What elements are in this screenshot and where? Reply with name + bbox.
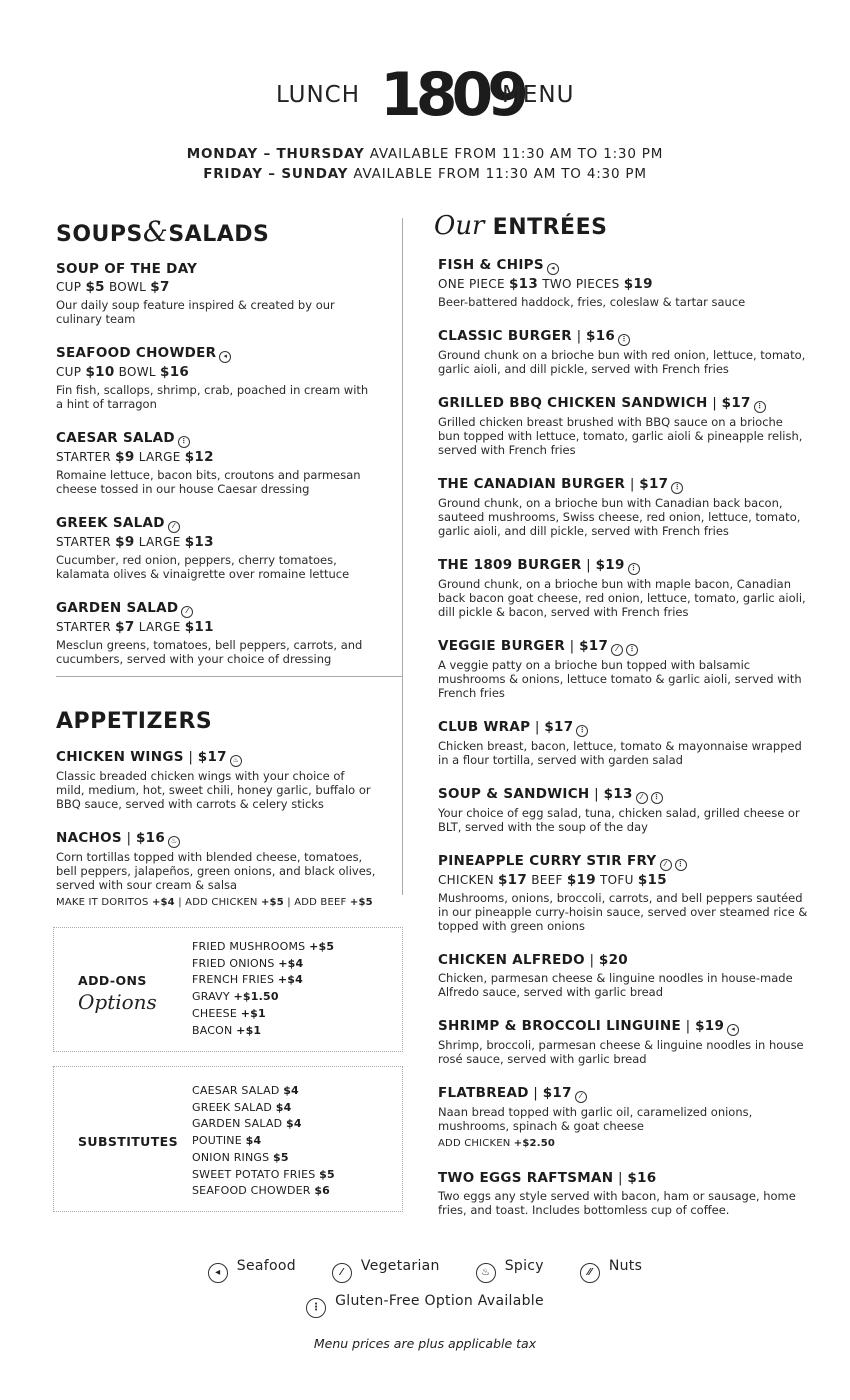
left-column [56, 214, 376, 910]
vegetarian-icon: ⁄ [332, 1263, 352, 1283]
addons-box [53, 927, 403, 1052]
menu-item [56, 344, 376, 411]
size-price: $19 [566, 872, 596, 888]
item-sizes [56, 363, 376, 381]
item-name [438, 394, 808, 413]
item-description: Fin fish, scallops, shrimp, crab, poached in cream with a hint of tarragon [56, 383, 369, 411]
substitute-item [192, 1150, 335, 1167]
note-price: +$4 [151, 897, 175, 908]
addon-item [192, 939, 334, 956]
item-title: PINEAPPLE CURRY STIR FRY [438, 853, 657, 869]
item-name [438, 718, 808, 737]
size-price: $7 [150, 279, 170, 295]
item-price: $16 [135, 830, 166, 846]
item-name [438, 785, 808, 804]
title-ampersand: & [142, 215, 169, 248]
size-label: LARGE [138, 450, 181, 464]
option-price: +$1 [240, 1006, 266, 1020]
substitute-item [192, 1116, 335, 1133]
size-label: BOWL [108, 280, 147, 294]
legend-row [0, 1258, 850, 1283]
size-price: $13 [184, 534, 214, 550]
addon-item [192, 1006, 334, 1023]
item-title: SOUP OF THE DAY [56, 261, 198, 277]
item-name [438, 1017, 808, 1036]
size-price: $15 [637, 872, 667, 888]
price-separator: | [584, 952, 599, 968]
size-price: $7 [115, 619, 135, 635]
appetizers-title: APPETIZERS [56, 709, 213, 734]
price-separator: | [625, 476, 640, 492]
menu-item [438, 256, 808, 309]
note-text: | ADD CHICKEN [174, 897, 261, 908]
item-name [438, 256, 808, 275]
seafood-icon: ◂ [727, 1024, 739, 1036]
item-note [438, 1137, 808, 1151]
size-label: CUP [56, 280, 82, 294]
item-name [438, 637, 808, 656]
size-price: $17 [497, 872, 528, 888]
legend-label: Spicy [504, 1258, 544, 1274]
size-label: ONE PIECE [438, 277, 505, 291]
item-note [56, 896, 376, 910]
option-price: $5 [319, 1167, 335, 1181]
size-price: $12 [184, 449, 214, 465]
hours-text: AVAILABLE FROM 11:30 AM TO 1:30 PM [369, 146, 664, 162]
item-title: VEGGIE BURGER [438, 638, 566, 654]
option-price: $4 [275, 1100, 292, 1114]
menu-item [438, 1169, 808, 1217]
price-separator: | [613, 1170, 628, 1186]
note-price: +$2.50 [513, 1138, 556, 1149]
hours-days: MONDAY – THURSDAY [186, 146, 365, 162]
legend-item [306, 1293, 544, 1318]
size-price: $19 [623, 276, 653, 292]
footer-note: Menu prices are plus applicable tax [313, 1336, 537, 1351]
logo-1809: 1809 [380, 60, 523, 130]
option-name: SWEET POTATO FRIES [192, 1167, 320, 1181]
spicy-icon: ♨ [168, 836, 180, 848]
item-title: GRILLED BBQ CHICKEN SANDWICH [438, 395, 708, 411]
option-name: GREEK SALAD [192, 1100, 276, 1114]
item-description: Chicken breast, bacon, lettuce, tomato & mayonnaise wrapped in a flour tortilla, served with garden salad [438, 739, 802, 767]
item-description: Chicken, parmesan cheese & linguine noodles in house-made Alfredo sauce, served with garlic bread [438, 971, 793, 999]
size-label: STARTER [56, 620, 112, 634]
price-separator: | [707, 395, 722, 411]
vegetarian-icon: ⁄ [636, 792, 648, 804]
item-name [56, 748, 376, 767]
item-name [56, 260, 376, 278]
hours-line [0, 164, 850, 184]
entrees-title-text: ENTRÉES [492, 215, 608, 240]
item-description: Romaine lettuce, bacon bits, croutons and parmesan cheese tossed in our house Caesar dressing [56, 468, 361, 496]
item-description: Two eggs any style served with bacon, ham or sausage, home fries, and toast. Includes bottomless cup of coffee. [438, 1189, 796, 1217]
note-price: +$5 [349, 897, 373, 908]
addon-item [192, 972, 334, 989]
option-name: FRIED MUSHROOMS [192, 940, 310, 953]
menu-item [438, 951, 808, 999]
size-label: CHICKEN [438, 873, 494, 887]
entrees-title [434, 208, 808, 244]
legend-label: Vegetarian [360, 1258, 440, 1274]
menu-item [438, 1017, 808, 1066]
option-name: CAESAR SALAD [192, 1084, 284, 1097]
substitutes-label: SUBSTITUTES [78, 1134, 179, 1149]
gluten-free-icon: ⋮ [651, 792, 663, 804]
hours-text: AVAILABLE FROM 11:30 AM TO 4:30 PM [353, 166, 647, 182]
legend-label: Seafood [236, 1258, 296, 1274]
header-lunch-word: LUNCH [275, 82, 360, 108]
item-description: Beer-battered haddock, fries, coleslaw & tartar sauce [438, 295, 746, 309]
size-label: BOWL [118, 365, 156, 379]
menu-item [438, 475, 808, 538]
spicy-icon: ♨ [476, 1263, 496, 1283]
option-price: $4 [245, 1134, 262, 1148]
substitutes-box [53, 1066, 403, 1212]
menu-item [56, 748, 376, 811]
option-name: BACON [192, 1023, 237, 1037]
item-price: $19 [595, 557, 625, 573]
item-description: A veggie patty on a brioche bun topped with balsamic mushrooms & onions, lettuce tomato & garlic aioli, served with French fries [438, 658, 802, 700]
item-description: Ground chunk on a brioche bun with red onion, lettuce, tomato, garlic aioli, and dill pickle, served with French fries [438, 348, 806, 376]
size-label: TWO PIECES [542, 277, 620, 291]
gluten-free-icon: ⋮ [306, 1298, 326, 1318]
substitute-item [192, 1183, 335, 1200]
item-price: $19 [695, 1018, 725, 1034]
item-name [56, 599, 376, 618]
gluten-free-icon: ⋮ [675, 859, 687, 871]
substitutes-list [192, 1083, 335, 1200]
appetizers-list [56, 748, 376, 910]
note-text: MAKE IT DORITOS [56, 897, 152, 908]
gluten-free-icon: ⋮ [178, 436, 190, 448]
item-title: GREEK SALAD [56, 515, 165, 531]
item-description: Grilled chicken breast brushed with BBQ sauce on a brioche bun topped with lettuce, tomato, garlic aioli & pineapple relish, served with French fries [438, 415, 803, 457]
menu-item [56, 599, 376, 666]
item-name [438, 1169, 808, 1187]
menu-item [438, 637, 808, 700]
item-sizes [56, 278, 376, 296]
item-description: Naan bread topped with garlic oil, caramelized onions, mushrooms, spinach & goat cheese [438, 1105, 753, 1133]
legend-label: Nuts [608, 1258, 643, 1274]
size-price: $5 [85, 279, 105, 295]
option-name: SEAFOOD CHOWDER [192, 1184, 315, 1198]
hours-line [0, 144, 850, 164]
size-price: $16 [160, 364, 190, 380]
gluten-free-icon: ⋮ [754, 401, 766, 413]
substitute-item [192, 1133, 335, 1150]
option-price: +$4 [277, 973, 303, 987]
hours-days: FRIDAY – SUNDAY [203, 166, 349, 182]
option-name: ONION RINGS [192, 1150, 274, 1164]
legend-item [332, 1258, 440, 1283]
option-name: GARDEN SALAD [192, 1117, 287, 1131]
vegetarian-icon: ⁄ [611, 644, 623, 656]
option-price: $4 [283, 1084, 299, 1097]
option-name: GRAVY [192, 990, 234, 1004]
price-separator: | [571, 328, 587, 344]
option-name: POUTINE [192, 1134, 246, 1148]
item-title: CHICKEN ALFREDO [438, 952, 585, 968]
item-price: $20 [598, 952, 629, 968]
item-price: $17 [639, 476, 669, 492]
size-label: LARGE [138, 535, 181, 549]
item-price: $17 [721, 395, 751, 411]
substitute-item [192, 1083, 335, 1100]
seafood-icon: ◂ [219, 351, 231, 363]
item-title: SOUP & SANDWICH [438, 786, 590, 802]
legend-item [580, 1258, 642, 1283]
soups-salads-title [56, 214, 376, 250]
addon-item [192, 989, 334, 1006]
item-name [438, 1084, 808, 1103]
menu-item [56, 429, 376, 496]
vegetarian-icon: ⁄ [575, 1091, 587, 1103]
item-title: THE CANADIAN BURGER [438, 476, 626, 492]
item-sizes [56, 533, 376, 551]
soups-salads-list [56, 260, 376, 666]
addons-label: ADD-ONS [78, 973, 147, 988]
addon-item [192, 1023, 334, 1040]
option-name: CHEESE [192, 1006, 241, 1020]
price-separator: | [581, 557, 596, 573]
spicy-icon: ♨ [230, 755, 242, 767]
size-price: $9 [115, 449, 135, 465]
vegetarian-icon: ⁄ [660, 859, 672, 871]
gluten-free-icon: ⋮ [618, 334, 630, 346]
substitute-item [192, 1167, 335, 1184]
item-name [56, 429, 376, 448]
item-price: $16 [627, 1170, 657, 1186]
item-description: Cucumber, red onion, peppers, cherry tomatoes, kalamata olives & vinaigrette over romaine lettuce [56, 553, 350, 581]
substitute-item [192, 1100, 335, 1117]
gluten-free-icon: ⋮ [576, 725, 588, 737]
note-price: +$5 [260, 897, 284, 908]
price-separator: | [589, 786, 604, 802]
menu-item [438, 852, 808, 933]
item-name [438, 951, 808, 969]
menu-item [438, 718, 808, 767]
item-name [438, 327, 808, 346]
header-menu-word: MENU [502, 82, 575, 108]
item-description: Mesclun greens, tomatoes, bell peppers, carrots, and cucumbers, served with your choice of dressing [56, 638, 363, 666]
item-sizes [56, 618, 376, 636]
gluten-free-icon: ⋮ [626, 644, 638, 656]
item-title: THE 1809 BURGER [438, 557, 582, 573]
price-separator: | [121, 830, 136, 846]
size-label: LARGE [138, 620, 181, 634]
seafood-icon: ◂ [547, 263, 559, 275]
option-name: FRENCH FRIES [192, 973, 278, 987]
item-description: Ground chunk, on a brioche bun with maple bacon, Canadian back bacon goat cheese, red onion, lettuce, tomato, garlic aioli, dill pickle & bacon, served with French fries [438, 577, 806, 619]
size-label: BEEF [531, 873, 563, 887]
price-separator: | [681, 1018, 696, 1034]
option-price: +$1.50 [233, 990, 279, 1004]
item-name [438, 475, 808, 494]
note-text: ADD CHICKEN [438, 1138, 514, 1149]
size-label: TOFU [600, 873, 634, 887]
item-name [56, 829, 376, 848]
title-part: SOUPS [56, 222, 143, 247]
size-label: CUP [56, 365, 82, 379]
item-title: NACHOS [56, 830, 122, 846]
item-price: $16 [586, 328, 616, 344]
size-label: STARTER [56, 450, 112, 464]
addons-script: Options [78, 990, 157, 1014]
option-price: $6 [314, 1184, 331, 1198]
item-description: Corn tortillas topped with blended cheese, tomatoes, bell peppers, jalapeños, green onions, and black olives, served with sour cream & salsa [56, 850, 376, 892]
item-sizes [438, 871, 808, 889]
vegetarian-icon: ⁄ [181, 606, 193, 618]
addon-item [192, 956, 334, 973]
legend-item [476, 1258, 544, 1283]
seafood-icon: ◂ [208, 1263, 228, 1283]
item-title: SHRIMP & BROCCOLI LINGUINE [438, 1018, 682, 1034]
title-part: SALADS [168, 222, 270, 247]
note-text: | ADD BEEF [283, 897, 350, 908]
nuts-icon: ⁄⁄ [580, 1263, 600, 1283]
legend-label: Gluten-Free Option Available [335, 1293, 544, 1309]
size-price: $10 [85, 364, 115, 380]
item-title: FLATBREAD [438, 1085, 529, 1101]
item-price: $17 [544, 719, 574, 735]
item-description: Classic breaded chicken wings with your choice of mild, medium, hot, sweet chili, honey garlic, buffalo or BBQ sauce, served with carrots & celery sticks [56, 769, 371, 811]
item-description: Mushrooms, onions, broccoli, carrots, and bell peppers sautéed in our pineapple curry-hoisin sauce, served over steamed rice & topped with green onions [438, 891, 808, 933]
item-price: $17 [579, 638, 609, 654]
right-column [434, 208, 808, 1217]
gluten-free-icon: ⋮ [628, 563, 640, 575]
item-title: CHICKEN WINGS [56, 749, 184, 765]
item-title: TWO EGGS RAFTSMAN [438, 1170, 614, 1186]
addons-list [192, 939, 334, 1039]
menu-item [56, 260, 376, 326]
item-title: FISH & CHIPS [438, 257, 544, 273]
price-separator: | [530, 719, 545, 735]
entrees-list [438, 256, 808, 1217]
entrees-script: Our [434, 211, 485, 241]
legend-row [0, 1293, 850, 1318]
menu-item [438, 1084, 808, 1151]
item-price: $17 [197, 749, 227, 765]
item-title: CLUB WRAP [438, 719, 531, 735]
item-sizes [56, 448, 376, 466]
item-title: CLASSIC BURGER [438, 328, 572, 344]
legend-item [208, 1258, 296, 1283]
menu-header [0, 62, 850, 132]
item-name [438, 852, 808, 871]
price-separator: | [565, 638, 580, 654]
menu-item [438, 394, 808, 457]
option-price: +$4 [278, 956, 304, 970]
size-price: $11 [184, 619, 214, 635]
item-description: Ground chunk, on a brioche bun with Canadian back bacon, sauteed mushrooms, Swiss cheese, red onion, lettuce, tomato, garlic aioli, and dill pickle, served with French fries [438, 496, 801, 538]
item-title: SEAFOOD CHOWDER [56, 345, 217, 361]
item-title: CAESAR SALAD [56, 430, 175, 446]
menu-item [438, 785, 808, 834]
item-price: $17 [542, 1085, 572, 1101]
option-name: FRIED ONIONS [192, 956, 279, 970]
item-name [56, 514, 376, 533]
option-price: +$5 [309, 940, 335, 953]
option-price: $5 [273, 1150, 289, 1164]
price-separator: | [183, 749, 198, 765]
item-name [56, 344, 376, 363]
item-sizes [438, 275, 808, 293]
size-price: $13 [508, 276, 539, 292]
size-label: STARTER [56, 535, 112, 549]
item-title: GARDEN SALAD [56, 600, 179, 616]
menu-item [56, 829, 376, 910]
item-description: Your choice of egg salad, tuna, chicken salad, grilled cheese or BLT, served with the soup of the day [438, 806, 800, 834]
price-separator: | [528, 1085, 543, 1101]
hours-block [0, 144, 850, 184]
item-name [438, 556, 808, 575]
gluten-free-icon: ⋮ [671, 482, 683, 494]
option-price: $4 [286, 1117, 302, 1131]
item-description: Our daily soup feature inspired & created by our culinary team [56, 298, 335, 326]
vertical-divider [402, 218, 403, 895]
menu-item [56, 514, 376, 581]
menu-item [438, 556, 808, 619]
vegetarian-icon: ⁄ [168, 521, 180, 533]
menu-item [438, 327, 808, 376]
option-price: +$1 [236, 1023, 262, 1037]
item-price: $13 [603, 786, 633, 802]
size-price: $9 [115, 534, 135, 550]
item-description: Shrimp, broccoli, parmesan cheese & linguine noodles in house rosé sauce, served with garlic bread [438, 1038, 804, 1066]
